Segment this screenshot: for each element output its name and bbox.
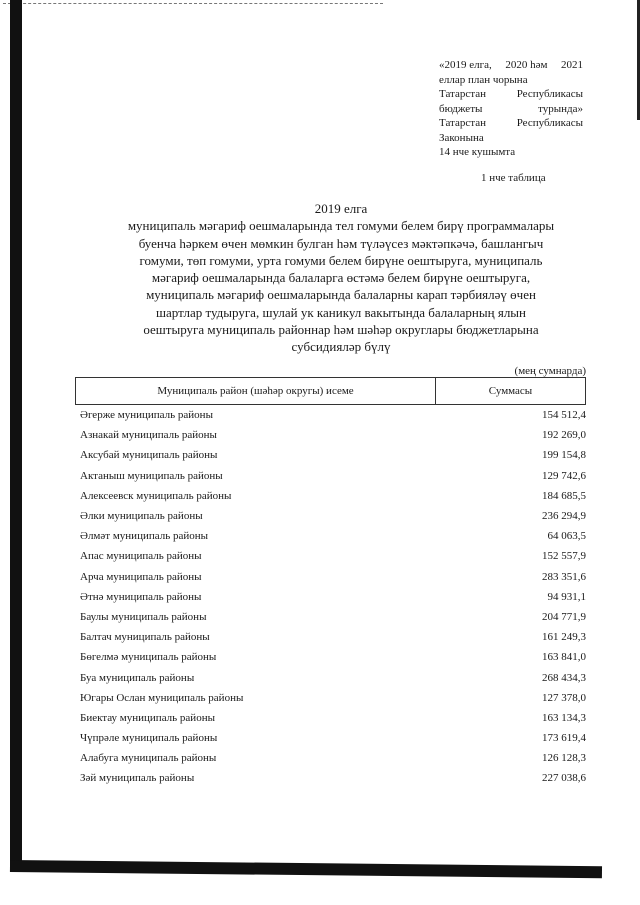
reference-note-line (439, 102, 583, 117)
district-name: Арча муниципаль районы (80, 570, 202, 583)
district-name: Актаныш муниципаль районы (80, 469, 223, 482)
reference-note-word: Татарстан (439, 117, 486, 129)
reference-note-word: Республикасы (516, 88, 583, 100)
column-header-amount: Суммасы (488, 385, 533, 397)
table-row (75, 748, 586, 768)
table-row (75, 587, 586, 607)
table-row (75, 506, 586, 526)
reference-note-word: 2021 (560, 59, 583, 71)
table-row (75, 708, 586, 728)
table-row (75, 607, 586, 627)
reference-note-word: 2020 һәм (505, 59, 548, 71)
document-heading (100, 200, 582, 356)
district-name: Аксубай муниципаль районы (80, 449, 218, 462)
district-name: Апас муниципаль районы (80, 550, 202, 563)
heading-line: мәгариф оешмаларында балаларга өстәмә белем бирүне оештыруга, (151, 270, 531, 286)
table-number: 1 нче таблица (481, 172, 546, 184)
subsidy-amount: 94 931,1 (547, 590, 586, 603)
reference-note-word: бюджеты (439, 102, 483, 115)
district-name: Әтнә муниципаль районы (80, 590, 202, 603)
district-name: Әлки муниципаль районы (80, 510, 203, 523)
table-row (75, 567, 586, 587)
district-name: Бөгелмә муниципаль районы (80, 651, 217, 664)
subsidy-amount: 154 512,4 (542, 409, 586, 422)
heading-line: шартлар тудыруга, шулай ук каникул вакытында балаларның ялын (156, 304, 526, 320)
table-row (75, 466, 586, 486)
heading-line: муниципаль мәгариф оешмаларында тел гомуми белем бирү программалары (127, 218, 555, 234)
reference-note-word: «2019 елга, (439, 59, 492, 71)
district-name: Азнакай муниципаль районы (80, 429, 217, 442)
scan-edge-left (10, 0, 22, 868)
district-name: Биектау муниципаль районы (80, 711, 215, 724)
subsidy-amount: 163 134,3 (542, 711, 586, 724)
table-row (75, 627, 586, 647)
table-row (75, 728, 586, 748)
district-name: Алексеевск муниципаль районы (80, 489, 232, 502)
district-name: Баулы муниципаль районы (80, 610, 207, 623)
subsidy-amount: 126 128,3 (542, 752, 586, 765)
reference-note-word: Татарстан (439, 88, 486, 100)
subsidy-amount: 184 685,5 (542, 489, 586, 502)
subsidy-amount: 173 619,4 (542, 732, 586, 745)
table-row (75, 486, 586, 506)
reference-note-word: еллар план чорына (439, 73, 528, 86)
table-row (75, 405, 586, 425)
district-name: Буа муниципаль районы (80, 671, 195, 684)
table-row (75, 688, 586, 708)
scan-edge-bottom (10, 860, 602, 878)
subsidy-amount: 161 249,3 (542, 631, 586, 644)
scan-edge-top (3, 3, 383, 4)
table-row (75, 546, 586, 566)
reference-note-word: турында» (538, 102, 583, 115)
heading-year: 2019 елга (314, 201, 368, 216)
heading-line: муниципаль мәгариф оешмаларында балаларны карап тәрбияләү өчен (146, 287, 536, 303)
table-header (75, 377, 586, 405)
district-name: Зәй муниципаль районы (80, 772, 195, 785)
subsidy-amount: 283 351,6 (542, 570, 586, 583)
reference-note-word: Законына (439, 131, 484, 144)
heading-line: буенча һәркем өчен мөмкин булган һәм түләүсез мәктәпкәчә, башлангыч (138, 235, 544, 251)
reference-note-line (439, 131, 583, 146)
reference-note-line (439, 145, 583, 160)
subsidy-table (75, 377, 586, 789)
table-row (75, 647, 586, 667)
district-name: Алабуга муниципаль районы (80, 752, 217, 765)
subsidy-amount: 129 742,6 (542, 469, 586, 482)
table-row (75, 445, 586, 465)
district-name: Чүпрәле муниципаль районы (80, 732, 218, 745)
table-row (75, 667, 586, 687)
subsidy-amount: 152 557,9 (542, 550, 586, 563)
subsidy-amount: 127 378,0 (542, 691, 586, 704)
subsidy-amount: 199 154,8 (542, 449, 586, 462)
district-name: Югары Ослан муниципаль районы (80, 691, 244, 704)
table-row (75, 526, 586, 546)
table-body (75, 405, 586, 789)
subsidy-amount: 163 841,0 (542, 651, 586, 664)
reference-note (439, 58, 583, 160)
heading-line: гомуми, төп гомуми, урта гомуми белем бирүне оештыруга, муниципаль (139, 252, 543, 268)
subsidy-amount: 236 294,9 (542, 510, 586, 523)
reference-note-line (439, 87, 583, 102)
heading-line: оештыруга муниципаль районнар һәм шәһәр округлары бюджетларына (143, 322, 539, 338)
column-header-name: Муниципаль район (шәһәр округы) исеме (76, 378, 436, 404)
subsidy-amount: 64 063,5 (547, 530, 586, 543)
district-name: Әлмәт муниципаль районы (80, 530, 209, 543)
district-name: Балтач муниципаль районы (80, 631, 210, 644)
table-row (75, 425, 586, 445)
subsidy-amount: 268 434,3 (542, 671, 586, 684)
district-name: Әгерже муниципаль районы (80, 409, 213, 422)
subsidy-amount: 204 771,9 (542, 610, 586, 623)
subsidy-amount: 227 038,6 (542, 772, 586, 785)
reference-note-line (439, 58, 583, 73)
reference-note-line (439, 116, 583, 131)
reference-note-word: 14 нче кушымта (439, 146, 516, 158)
reference-note-word: Республикасы (516, 117, 583, 129)
reference-note-line (439, 73, 583, 88)
table-row (75, 768, 586, 788)
subsidy-amount: 192 269,0 (542, 429, 586, 442)
heading-line: субсидияләр бүлү (291, 339, 391, 355)
unit-note: (мең сумнарда) (514, 365, 586, 377)
